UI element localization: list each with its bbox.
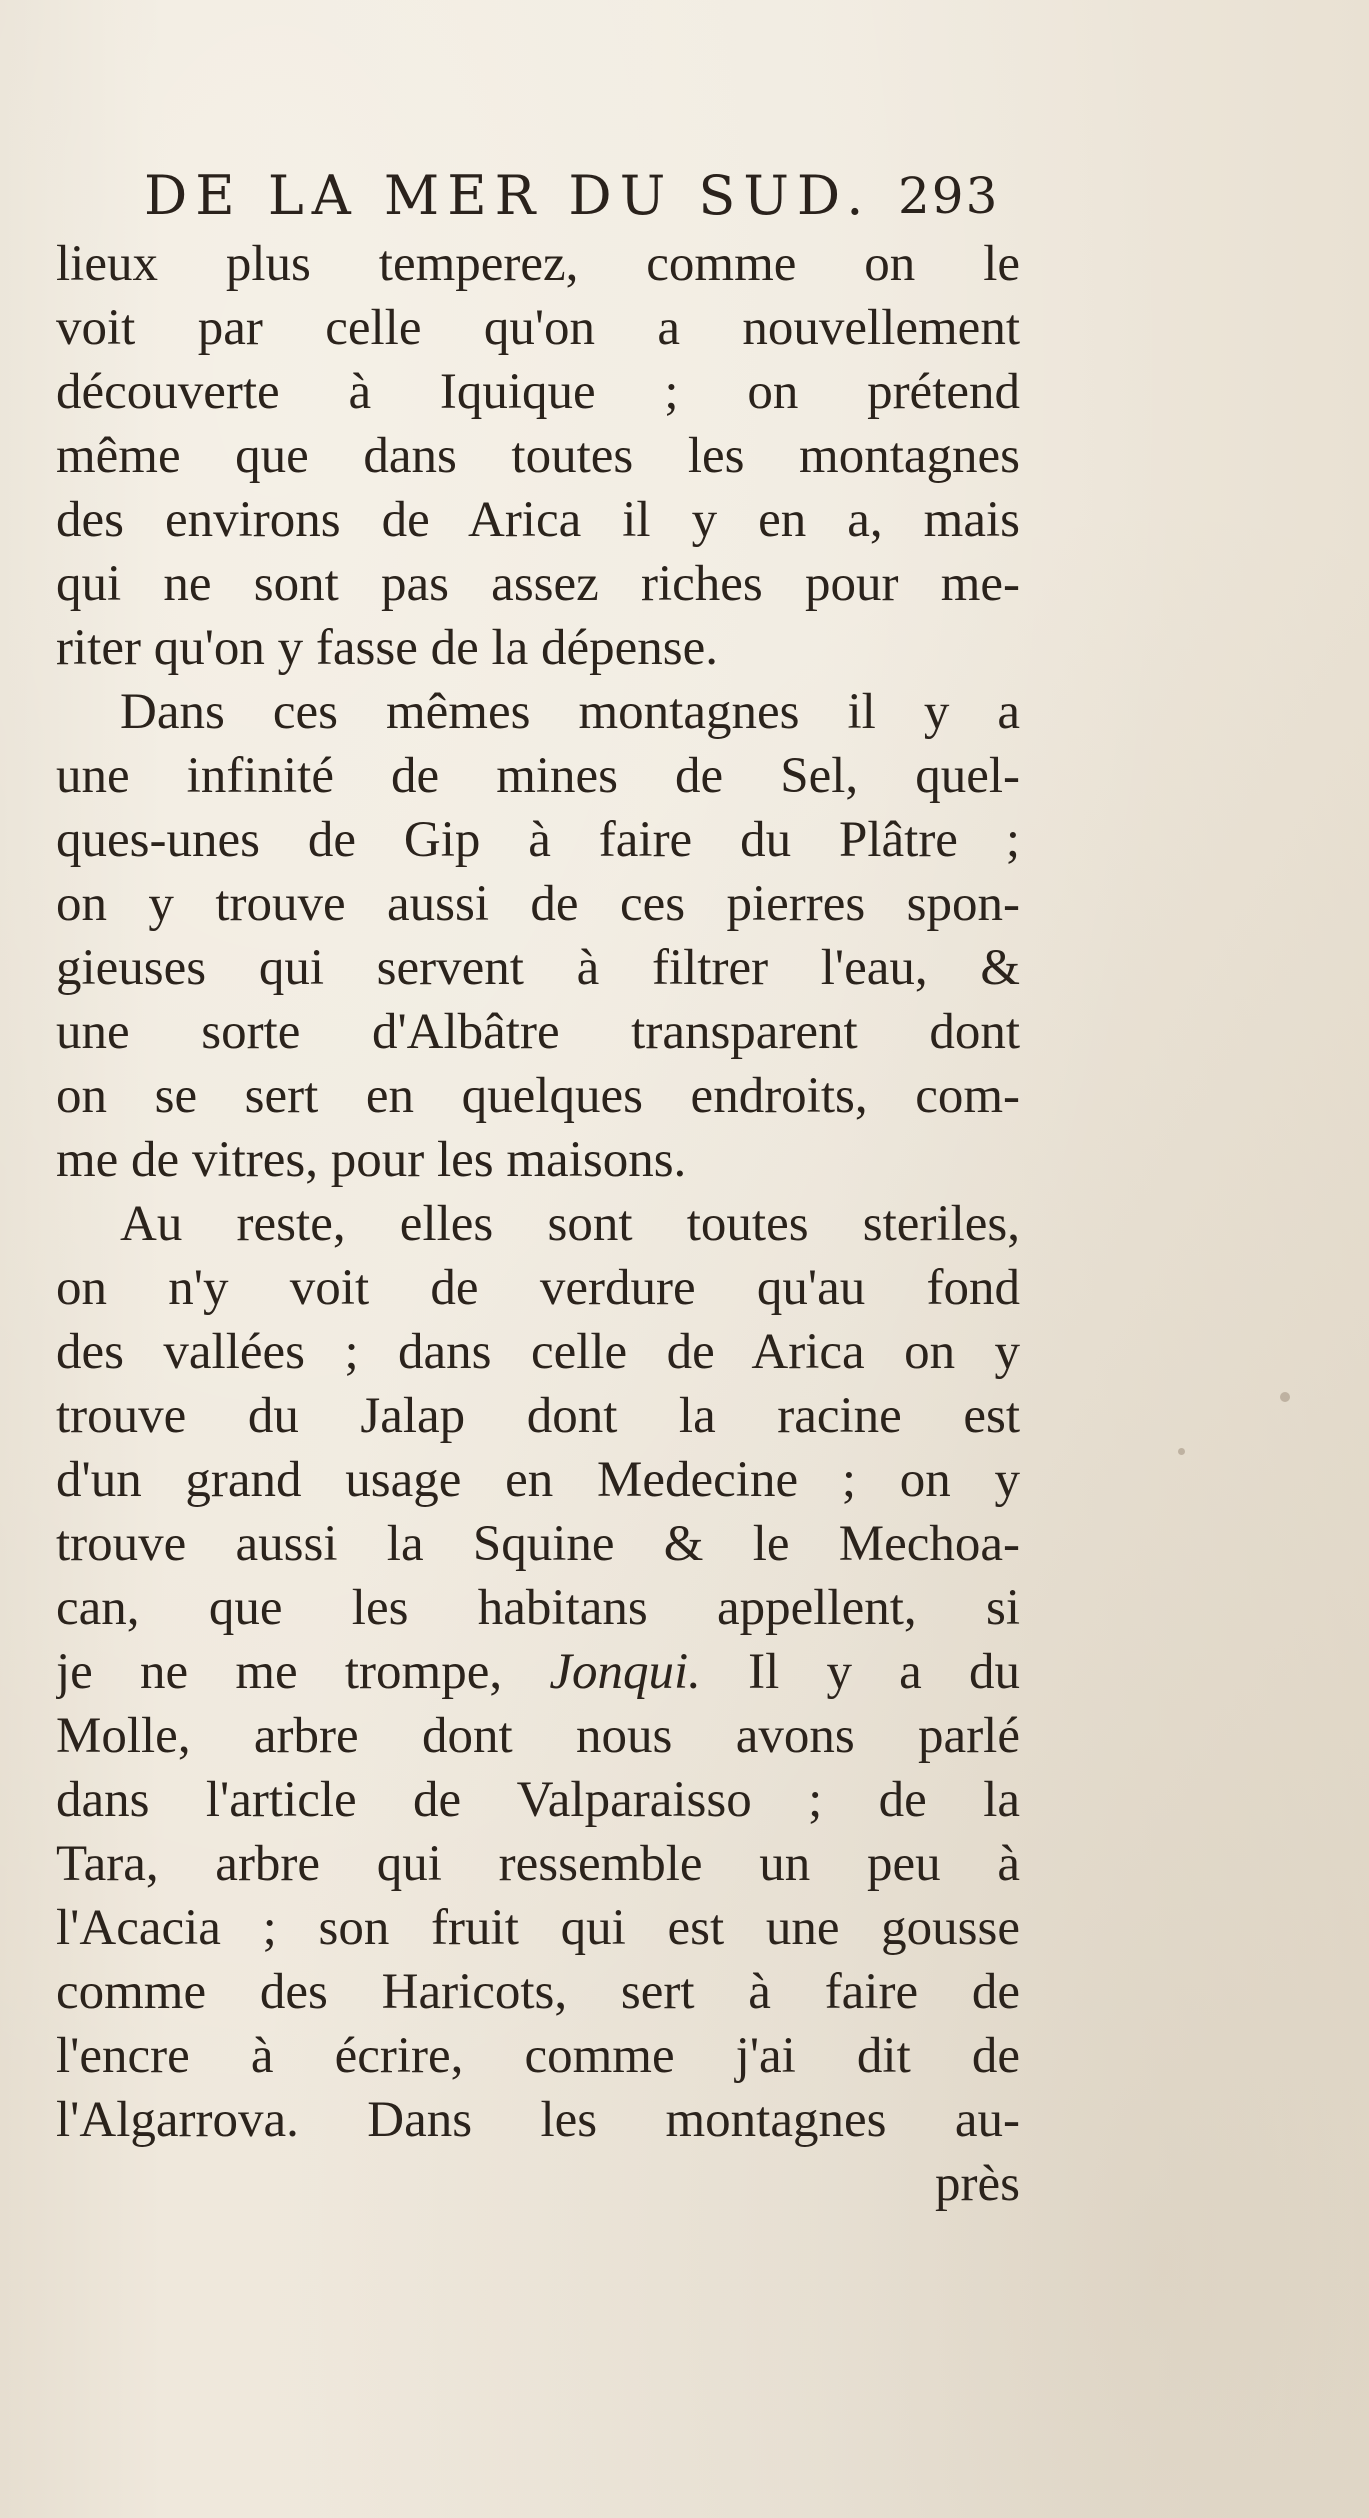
catchword: près <box>935 2156 1020 2212</box>
text-line-mixed <box>56 1640 1020 1704</box>
text-line: découverte à Iquique ; on prétend <box>56 364 1020 420</box>
text-line: riter qu'on y fasse de la dépense. <box>56 620 719 676</box>
body-text <box>56 232 1020 2216</box>
italic-word: Jonqui. <box>549 1644 701 1700</box>
text-line: l'Acacia ; son fruit qui est une gousse <box>56 1900 1020 1956</box>
page-number: 293 <box>898 167 1000 225</box>
text-line: qui ne sont pas assez riches pour me- <box>56 556 1020 612</box>
text-line: on n'y voit de verdure qu'au fond <box>56 1260 1020 1316</box>
text-line: des environs de Arica il y en a, mais <box>56 492 1020 548</box>
text-line: une infinité de mines de Sel, quel- <box>56 748 1020 804</box>
text-line: Molle, arbre dont nous avons parlé <box>56 1708 1020 1764</box>
text-line: Dans ces mêmes montagnes il y a <box>120 684 1020 740</box>
page-header <box>0 164 1369 228</box>
text-line: on se sert en quelques endroits, com- <box>56 1068 1020 1124</box>
text-line: l'Algarrova. Dans les montagnes au- <box>56 2092 1020 2148</box>
running-title: DE LA MER DU SUD. <box>144 164 872 227</box>
text-line: une sorte d'Albâtre transparent dont <box>56 1004 1020 1060</box>
text-line: me de vitres, pour les maisons. <box>56 1132 687 1188</box>
text-line: comme des Haricots, sert à faire de <box>56 1964 1020 2020</box>
text-line: can, que les habitans appellent, si <box>56 1580 1020 1636</box>
text-segment: Il y a du <box>748 1644 1020 1700</box>
text-line: d'un grand usage en Medecine ; on y <box>56 1452 1020 1508</box>
text-line: lieux plus temperez, comme on le <box>56 236 1020 292</box>
text-line: dans l'article de Valparaisso ; de la <box>56 1772 1020 1828</box>
text-segment: je ne me trompe, <box>56 1644 503 1700</box>
text-line: trouve du Jalap dont la racine est <box>56 1388 1020 1444</box>
text-line: Tara, arbre qui ressemble un peu à <box>56 1836 1020 1892</box>
text-line: gieuses qui servent à filtrer l'eau, & <box>56 940 1020 996</box>
text-line: ques-unes de Gip à faire du Plâtre ; <box>56 812 1020 868</box>
text-line: on y trouve aussi de ces pierres spon- <box>56 876 1020 932</box>
text-line: Au reste, elles sont toutes steriles, <box>120 1196 1020 1252</box>
paper-stain <box>1178 1448 1185 1455</box>
text-line: même que dans toutes les montagnes <box>56 428 1020 484</box>
paper-stain <box>1280 1392 1290 1402</box>
text-line: trouve aussi la Squine & le Mechoa- <box>56 1516 1020 1572</box>
text-line: des vallées ; dans celle de Arica on y <box>56 1324 1020 1380</box>
text-line: l'encre à écrire, comme j'ai dit de <box>56 2028 1020 2084</box>
text-line: voit par celle qu'on a nouvellement <box>56 300 1020 356</box>
